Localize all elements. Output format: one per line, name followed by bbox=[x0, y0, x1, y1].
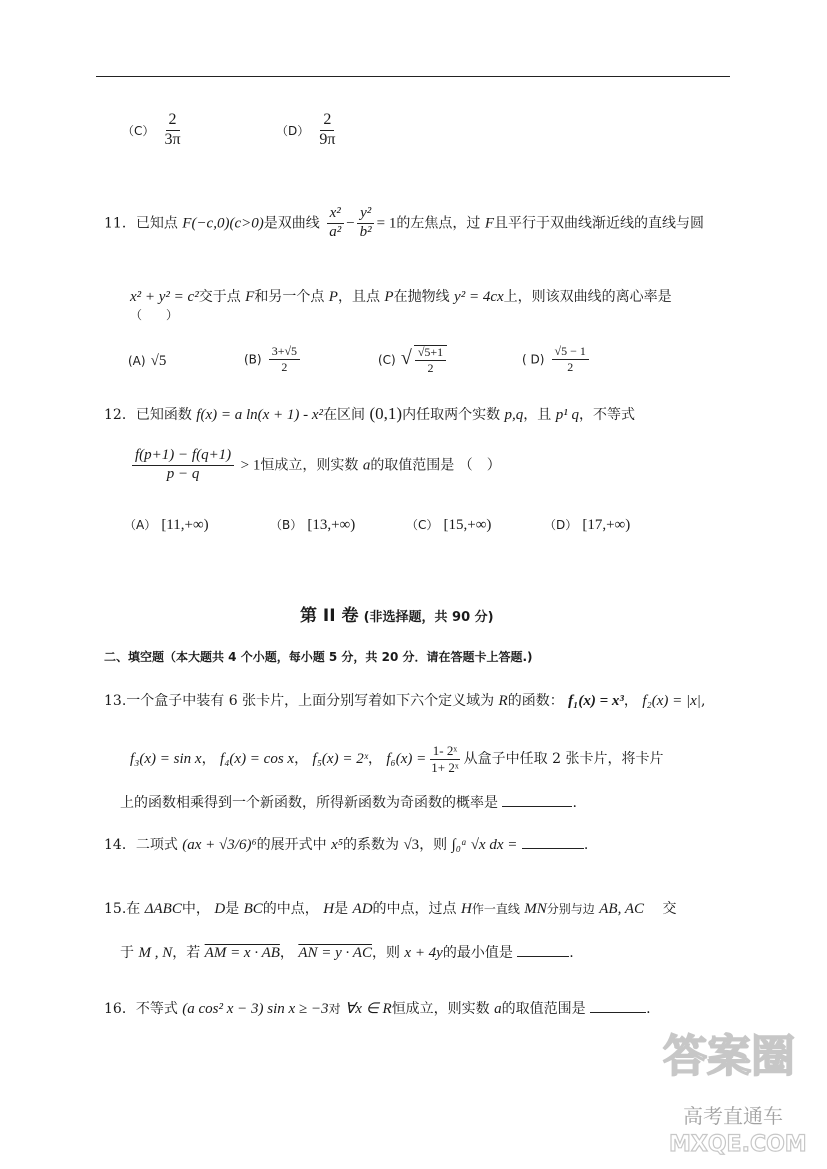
q10-option-d: （D） $\frac{2}{9\pi}$ bbox=[276, 111, 336, 148]
svg-text:答案圈: 答案圈 bbox=[663, 1031, 795, 1082]
q12-option-a: （A） [11,+∞) bbox=[124, 517, 209, 533]
q12-option-d: （D） [17,+∞) bbox=[544, 517, 631, 533]
q11-option-c: (C) √ $\frac{√5+1}{2}$ bbox=[378, 345, 449, 374]
q15-line1: 15.在 ΔABC中， D是 BC的中点， H是 AD的中点，过点 H作一直线 MN分别与边 AB, AC 交 bbox=[104, 901, 677, 917]
q15-line2: 于 M , N，若 AM = x · AB， AN = y · AC，则 x + 4y的最小值是 . bbox=[120, 942, 574, 962]
q14-answer-blank bbox=[522, 834, 584, 849]
q12-option-c: （C） [15,+∞) bbox=[406, 517, 492, 533]
q16-answer-blank bbox=[590, 998, 646, 1013]
q13-line1: 13.一个盒子中装有 6 张卡片，上面分别写着如下六个定义域为 R的函数： f₁(x) = x³， f₂(x) = |x|, bbox=[104, 693, 706, 709]
part2-heading: 二、填空题（本大题共 4 个小题，每小题 5 分，共 20 分．请在答题卡上答题.) bbox=[104, 650, 533, 664]
q14-line: 14．二项式 (ax + √3/6)⁶的展开式中 x⁵的系数为 √3，则 ∫₀ᵃ √x dx = . bbox=[104, 834, 588, 854]
svg-text:高考直通车: 高考直通车 bbox=[683, 1104, 783, 1128]
q11-hyperbola: $\frac{\text{x²}}{\text{a²}}$ bbox=[326, 206, 344, 241]
q13-line3: 上的函数相乘得到一个新函数，所得新函数为奇函数的概率是 . bbox=[120, 792, 577, 812]
q11-line2: x² + y² = c²交于点 F和另一个点 P，且点 P在抛物线 y² = 4cx上，则该双曲线的离心率是 bbox=[130, 289, 672, 305]
q13-line2: f₃(x) = sin x， f₄(x) = cos x， f₅(x) = 2ˣ， f₆(x) = $\frac{\text{1- 2ˣ}}{\text{1+ 2ˣ}}$ 从盒子中任取 2 张卡片，将卡片 bbox=[130, 743, 664, 775]
q12-option-b: （B） [13,+∞) bbox=[270, 517, 356, 533]
q15-answer-blank bbox=[517, 942, 569, 957]
q13-answer-blank bbox=[502, 792, 572, 807]
q11-option-b: (B) $\frac{3+√5}{2}$ bbox=[244, 345, 302, 373]
watermark-icon bbox=[657, 1005, 817, 1155]
q12-line2: $\frac{f(p+1) - f(q+1)}{p - q}$ > 1恒成立，则实数 a的取值范围是 （ ） bbox=[130, 448, 501, 483]
section-title: 第 II 卷 (非选择题，共 90 分) bbox=[300, 606, 494, 626]
q11-paren: （ ） bbox=[130, 308, 179, 322]
q11-option-d: ( D) $\frac{√5 - 1}{2}$ bbox=[522, 345, 591, 373]
watermark-logo bbox=[657, 1005, 817, 1159]
header-rule bbox=[96, 76, 730, 77]
q12-line1: 12．已知函数 f(x) = a ln(x + 1) - x²在区间 (0,1)内任取两个实数 p,q，且 p¹ q，不等式 bbox=[104, 404, 635, 423]
q11-line1: 11．已知点 F(−c,0)(c>0)是双曲线 $\frac{\text{x²}}{\text{a²}}$ − $\frac{\text{y²}}{\text{b²}}$ = 1的左焦点，过 F且平行于双曲线渐近线的直线与圆 bbox=[104, 205, 704, 240]
q11-option-a: (A) √5 bbox=[128, 353, 167, 369]
svg-text:MXQE.COM: MXQE.COM bbox=[669, 1132, 807, 1155]
q16-line: 16．不等式 (a cos² x − 3) sin x ≥ −3对 ∀x ∈ R恒成立，则实数 a的取值范围是 . bbox=[104, 998, 651, 1018]
q10-option-c: （C） $\frac{2}{3\pi}$ bbox=[122, 111, 181, 148]
